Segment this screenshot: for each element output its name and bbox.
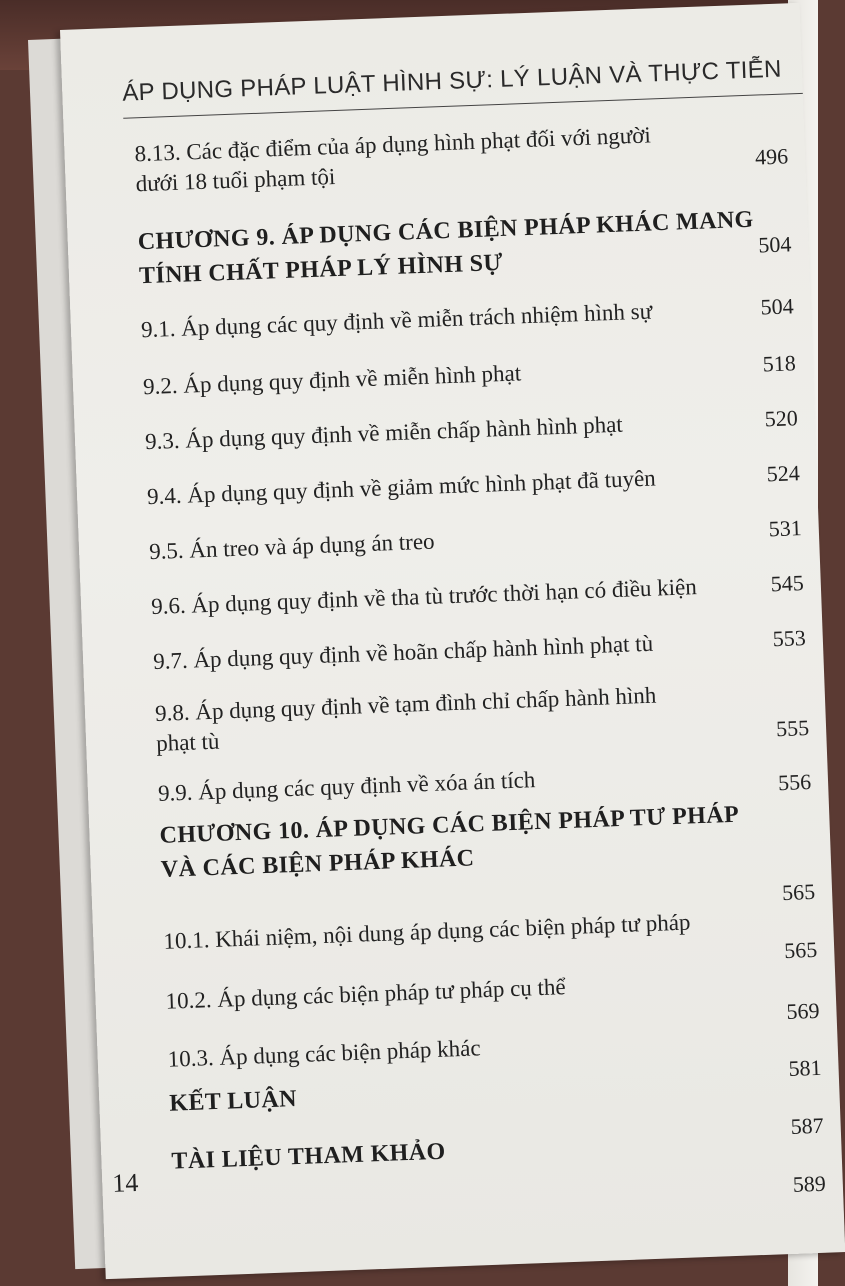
toc-chapter-9 [137, 203, 759, 294]
toc-chapter-title: CHƯƠNG 9. ÁP DỤNG CÁC BIỆN PHÁP KHÁC MANG [137, 206, 755, 256]
toc-page-number: 496 [754, 143, 789, 170]
toc-entry-9-5: 9.5. Án treo và áp dụng án treo [148, 528, 435, 565]
toc-entry-10-3: 10.3. Áp dụng các biện pháp khác [167, 1035, 482, 1072]
toc-entry-9-9: 9.9. Áp dụng các quy định về xóa án tích [157, 767, 536, 806]
toc-page-number: 581 [788, 1054, 822, 1081]
toc-entry-9-2: 9.2. Áp dụng quy định về miễn hình phạt [142, 360, 522, 400]
toc-chapter-title: CHƯƠNG 10. ÁP DỤNG CÁC BIỆN PHÁP TƯ PHÁP [159, 801, 740, 849]
toc-references: TÀI LIỆU THAM KHẢO [171, 1138, 446, 1175]
toc-page-number: 565 [783, 936, 818, 964]
toc-page-number: 545 [770, 570, 805, 597]
toc-page-number: 504 [760, 293, 795, 320]
toc-page-number: 504 [757, 231, 792, 258]
toc-page-number: 569 [785, 997, 820, 1025]
toc-page-number: 565 [781, 878, 816, 906]
toc-page-number: 524 [766, 460, 801, 487]
toc-page-number: 555 [775, 715, 810, 742]
page-folio: 14 [111, 1167, 139, 1198]
toc-page-number: 531 [768, 515, 803, 542]
toc-entry-9-7: 9.7. Áp dụng quy định về hoãn chấp hành hình phạt tù [152, 630, 654, 675]
toc-entry-9-6: 9.6. Áp dụng quy định về tha tù trước thời hạn có điều kiện [150, 574, 698, 620]
running-header: ÁP DỤNG PHÁP LUẬT HÌNH SỰ: LÝ LUẬN VÀ THỰC TIỄN [121, 55, 783, 107]
toc-conclusion: KẾT LUẬN [168, 1086, 298, 1117]
toc-page-number: 520 [764, 405, 799, 432]
toc-entry-text: 8.13. Các đặc điểm của áp dụng hình phạt đối với người [134, 122, 652, 167]
toc-entry-text-cont: dưới 18 tuổi phạm tội [135, 164, 336, 197]
toc-chapter-10 [159, 796, 781, 887]
toc-page-number: 556 [777, 768, 812, 796]
toc-entry-text-cont: phạt tù [155, 728, 220, 756]
toc-entry-8-13 [134, 117, 736, 199]
toc-entry-10-1: 10.1. Khái niệm, nội dung áp dụng các biện pháp tư pháp [163, 909, 691, 954]
toc-chapter-title-cont: TÍNH CHẤT PHÁP LÝ HÌNH SỰ [138, 249, 504, 290]
toc-entry-9-1: 9.1. Áp dụng các quy định về miễn trách nhiệm hình sự [140, 298, 653, 343]
toc-chapter-title-cont: VÀ CÁC BIỆN PHÁP KHÁC [160, 845, 475, 883]
toc-entry-9-3: 9.3. Áp dụng quy định về miễn chấp hành hình phạt [144, 411, 624, 455]
toc-entry-9-4: 9.4. Áp dụng quy định về giảm mức hình phạt đã tuyên [146, 465, 657, 510]
book-page [60, 3, 845, 1279]
toc-entry-text: 9.8. Áp dụng quy định về tạm đình chỉ chấp hành hình [154, 682, 657, 726]
toc-page-number: 589 [792, 1170, 827, 1197]
toc-entry-10-2: 10.2. Áp dụng các biện pháp tư pháp cụ thể [165, 974, 567, 1014]
toc-page-number: 518 [762, 350, 797, 377]
toc-page-number: 553 [772, 625, 807, 652]
toc-page-number: 587 [790, 1112, 825, 1139]
toc-entry-9-8 [155, 677, 757, 759]
